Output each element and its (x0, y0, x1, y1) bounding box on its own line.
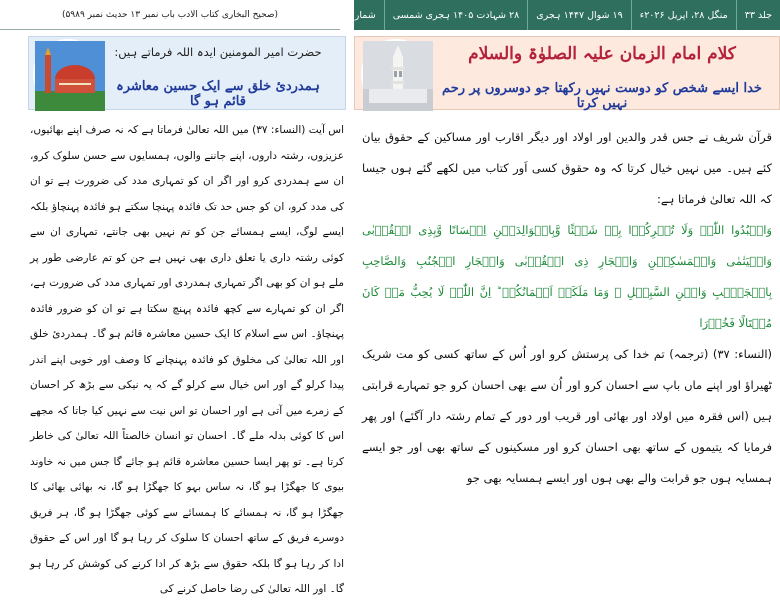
mosque-photo (33, 39, 103, 109)
reference-bar (0, 0, 340, 30)
column-divider (348, 30, 352, 470)
paragraph: قرآن شریف نے جس قدر والدین اور اولاد اور دیگر اقارب اور مساکین کے حقوق بیان کئے ہیں۔ میں نہیں خیال کرتا کہ وہ حقوق کسی اَور کتاب میں لکھے گئے ہوں جیسا کہ اللہ تعالیٰ فرماتا ہے: (362, 130, 772, 206)
paragraph: اس آیت (النساء: ۳۷) میں اللہ تعالیٰ فرماتا ہے کہ نہ صرف اپنے بھائیوں، عزیزوں، رشتہ داروں، اپنے جاننے والوں، ہمسایوں سے حسن سلوک کرو، ان سے ہمدردی کرو اور اگر ان کو تمہاری مدد کی ضرورت ہے تو ان کی مدد کرو، ان کو جس حد تک فائدہ پہنچا سکتے ہو فائدہ پہنچاؤ بلکہ ایسے لوگ، ایسے ہمسائے جن کو تم نہیں بھی جانتے، تمہاری ان سے کوئی رشتہ داری یا تعلق داری بھی نہیں ہے جن کو تم عارضی طور پر ملے ہو ان کو بھی اگر تمہاری ہمدردی اور تمہاری مدد کی ضرورت ہے، اگر ان کو تمہارے سے کچھ فائدہ پہنچ سکتا ہے تو ان کو ضرور فائدہ پہنچاؤ۔ اس سے اسلام کا ایک حسین معاشرہ قائم ہو گا۔ ہمدردیٔ خلق اور اللہ تعالیٰ کی مخلوق کو فائدہ پہنچانے کا وصف اور خوبی اپنے اندر پیدا کرلو گے اور اس خیال سے کرلو گے کہ یہ نیکی سے بڑھ کر احسان کے زمرے میں آتی ہے اور احسان تو اس نیت سے نہیں کیا جاتا کہ مجھے اس کا کوئی بدلہ ملے گا۔ احسان تو انسان خالصتاً اللہ تعالیٰ کی خاطر کرتا ہے۔ تو پھر ایسا حسین معاشرہ قائم ہو جائے گا جس میں نہ خاوند بیوی کا جھگڑا ہو گا، نہ ساس بہو کا جھگڑا ہو گا، نہ بھائی بھائی کا جھگڑا ہو گا، نہ ہمسائے کا ہمسائے سے کوئی جھگڑا ہو گا، ہر فریق دوسرے فریق کے ساتھ احسان کا سلوک کر رہا ہو گا اور اس کے حقوق ادا کر رہا ہو گا بلکہ حقوق سے بڑھ کر ادا کرنے کی کوشش کر رہا ہو گا۔ اور اللہ تعالیٰ کی رضا حاصل کرنے کی (30, 124, 344, 595)
volume-number: جلد ۳۳ (736, 0, 780, 30)
left-article (0, 30, 346, 595)
left-article-header (28, 36, 346, 110)
article-title: کلام امام الزمان علیہ الصلوٰۃ والسلام (468, 44, 736, 64)
gregorian-date: منگل ۲۸، اپریل ۲۰۲۶ء (631, 0, 736, 30)
article-subtitle: خدا ایسے شخص کو دوست نہیں رکھتا جو دوسروں پر رحم نہیں کرتا (442, 81, 762, 111)
article-subtitle: ہمدردیٔ خلق سے ایک حسین معاشرہ قائم ہو گا (116, 79, 320, 109)
masthead-bar (335, 0, 780, 30)
shamsi-date: ۲۸ شہادت ۱۴۰۵ ہجری شمسی (384, 0, 528, 30)
minaret-photo (361, 39, 431, 109)
paragraph: (النساء: ۳۷) (ترجمہ) تم خدا کی پرستش کرو اور اُس کے ساتھ کسی کو مت شریک ٹھیراؤ اور اپنے ماں باپ سے احسان کرو اور اُن سے بھی احسان کرو جو تمہارے قرابتی ہیں (اس فقرہ میں اولاد اور بھائی اور قریب اور دور کے تمام رشتہ دار آگئے) اور پھر فرمایا کہ یتیموں کے ساتھ بھی احسان کرو اور مسکینوں کے ساتھ بھی اور جو ایسے ہمسایہ ہوں جو قرابت والے بھی ہوں اور ایسے ہمسایہ بھی جو (362, 347, 772, 485)
right-article-header (354, 36, 780, 110)
hadith-reference: (صحیح البخاری کتاب الادب باب نمبر ۱۳ حدیث نمبر ۵۹۸۹) (61, 9, 279, 20)
issue-number: شمارہ ۹۳ (335, 9, 376, 21)
quran-verse: وَاعۡبُدُوا اللّٰہَ وَلَا تُشۡرِکُوۡا بِہٖ شَیۡئًا وَّبِالۡوَالِدَیۡنِ اِحۡسَانًا وَّبِذِی الۡقُرۡبٰی وَالۡیَتٰمٰی وَالۡمَسٰکِیۡنِ وَالۡجَارِ ذِی الۡقُرۡبٰی وَالۡجَارِ الۡجُنُبِ وَالصَّاحِبِ بِالۡجَنۡۢبِ وَابۡنِ السَّبِیۡلِ ۙ وَمَا مَلَکَتۡ اَیۡمَانُکُمۡ ؕ اِنَّ اللّٰہَ لَا یُحِبُّ مَنۡ کَانَ مُخۡتَالًا فَخُوۡرَا (362, 223, 772, 330)
left-article-body (30, 118, 344, 603)
right-article-body (362, 122, 772, 494)
right-article (354, 30, 780, 485)
hijri-date: ۱۹ شوال ۱۴۴۷ ہجری (527, 0, 631, 30)
article-title: حضرت امیر المومنین ایدہ اللہ فرماتے ہیں: (114, 45, 322, 59)
